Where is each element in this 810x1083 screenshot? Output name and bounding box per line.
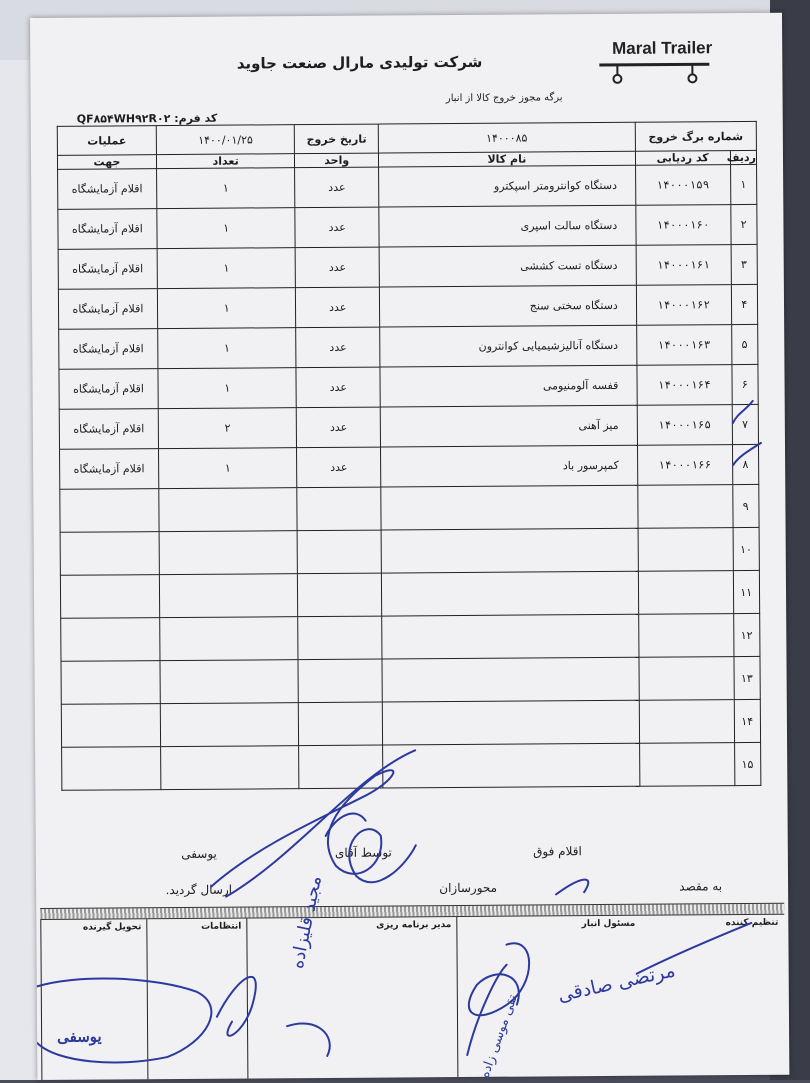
item-unit: عدد: [297, 447, 381, 488]
empty-cell: [299, 702, 383, 746]
form-subtitle: برگه مجوز خروج کالا از انبار: [446, 92, 563, 104]
col-code: کد ردیابی: [635, 151, 730, 166]
item-quantity: ۲: [158, 408, 297, 449]
tracking-code: ۱۴۰۰۰۱۶۳: [636, 325, 731, 366]
empty-cell: [60, 489, 159, 533]
empty-cell: [160, 703, 299, 747]
item-unit: عدد: [296, 367, 380, 408]
item-name: دستگاه آنالیزشیمیایی کوانترون: [380, 325, 637, 367]
empty-cell: [159, 574, 298, 618]
logo-text: Maral Trailer: [612, 38, 712, 59]
empty-cell: [61, 618, 160, 662]
tracking-code: ۱۴۰۰۰۱۶۱: [636, 245, 731, 286]
row-number: ۴: [731, 284, 758, 324]
person-name: یوسفی: [181, 847, 217, 861]
item-unit: عدد: [297, 407, 381, 448]
table-row: [59, 364, 758, 409]
empty-cell: [638, 485, 733, 529]
sig-receiver-box: [40, 919, 148, 1080]
tracking-code: ۱۴۰۰۰۱۶۰: [636, 205, 731, 246]
empty-cell: [638, 614, 733, 658]
sig-prepared-box: [640, 915, 785, 1076]
empty-cell: [638, 571, 733, 615]
item-destination: اقلام آزمایشگاه: [58, 169, 157, 210]
col-name: نام کالا: [378, 151, 635, 167]
item-unit: عدد: [296, 327, 380, 368]
empty-cell: [381, 485, 638, 530]
sig-receiver-label: تحویل گیرنده: [83, 922, 142, 932]
empty-cell: [298, 659, 382, 703]
tracking-code: ۱۴۰۰۰۱۶۵: [637, 405, 732, 446]
item-name: دستگاه سالت اسپری: [379, 205, 636, 247]
tracking-code: ۱۴۰۰۰۱۶۲: [636, 285, 731, 326]
empty-cell: [297, 487, 381, 531]
item-name: میز آهنی: [380, 405, 637, 447]
handwritten-planning: مجید قلیزاده: [287, 874, 327, 971]
empty-cell: [298, 530, 382, 574]
empty-table-row: [60, 527, 759, 575]
item-name: دستگاه کوانترومتر اسپکترو: [379, 165, 636, 207]
empty-cell: [298, 573, 382, 617]
item-quantity: ۱: [157, 248, 296, 289]
empty-cell: [298, 616, 382, 660]
empty-cell: [381, 571, 638, 616]
empty-cell: [639, 657, 734, 701]
row-number: ۱۴: [734, 699, 761, 742]
item-destination: اقلام آزمایشگاه: [60, 449, 159, 490]
item-name: کمپرسور باد: [381, 445, 638, 487]
empty-table-row: [61, 699, 760, 747]
destination-name: محورسازان: [439, 881, 497, 895]
empty-cell: [382, 614, 639, 659]
transfer-statement: [62, 831, 762, 908]
item-destination: اقلام آزمایشگاه: [59, 409, 158, 450]
empty-cell: [638, 528, 733, 572]
item-quantity: ۱: [156, 168, 295, 209]
item-quantity: ۱: [158, 328, 297, 369]
empty-cell: [160, 617, 299, 661]
to-destination-label: به مقصد: [679, 879, 722, 893]
item-unit: عدد: [296, 247, 380, 288]
col-unit: واحد: [295, 153, 379, 168]
empty-cell: [159, 531, 298, 575]
row-number: ۱: [730, 164, 757, 204]
trailer-logo-icon: [597, 60, 712, 87]
empty-cell: [60, 532, 159, 576]
empty-table-row: [60, 484, 759, 532]
item-destination: اقلام آزمایشگاه: [58, 249, 157, 290]
exit-date: ۱۴۰۰/۰۱/۲۵: [156, 125, 295, 155]
item-quantity: ۱: [157, 208, 296, 249]
table-row: [59, 324, 758, 369]
empty-cell: [61, 661, 160, 705]
item-name: قفسه آلومنیومی: [380, 365, 637, 407]
sig-warehouse-label: مسئول انبار: [582, 919, 636, 929]
sent-label: ارسال گردید.: [166, 883, 233, 897]
empty-cell: [381, 528, 638, 573]
sig-security-label: انتظامات: [201, 922, 241, 932]
row-number: ۹: [732, 484, 759, 527]
exit-permit-sheet: [30, 13, 789, 1080]
sig-planning-label: مدیر برنامه ریزی: [376, 920, 451, 931]
row-number: ۸: [732, 444, 759, 484]
empty-cell: [62, 747, 161, 791]
handwritten-prepared: مرتضی صادقی: [556, 959, 678, 1006]
row-number: ۱۵: [734, 742, 761, 785]
items-table: [57, 121, 762, 791]
row-number: ۵: [731, 324, 758, 364]
col-qty: تعداد: [156, 154, 295, 169]
row-number: ۱۱: [733, 570, 760, 613]
empty-table-row: [60, 570, 759, 618]
col-row: ردیف: [730, 150, 757, 164]
empty-cell: [299, 745, 383, 789]
item-rows: [58, 164, 759, 489]
item-unit: عدد: [295, 207, 379, 248]
empty-cell: [159, 488, 298, 532]
sig-planning-box: [246, 917, 458, 1078]
empty-table-row: [61, 613, 760, 661]
form-code: کد فرم: QF۸۵۴WH۹۲R۰۲: [77, 112, 218, 126]
item-unit: عدد: [295, 167, 379, 208]
handwritten-warehouse: تقی موسی زاده: [477, 993, 520, 1080]
table-row: [58, 204, 757, 249]
row-number: ۶: [731, 364, 758, 404]
tracking-code: ۱۴۰۰۰۱۶۴: [637, 365, 732, 406]
operations-label: عملیات: [57, 126, 156, 156]
row-number: ۷: [732, 404, 759, 444]
table-row: [60, 444, 759, 489]
item-destination: اقلام آزمایشگاه: [59, 369, 158, 410]
empty-cell: [60, 575, 159, 619]
sig-security-box: [146, 919, 248, 1080]
items-above-label: اقلام فوق: [533, 844, 582, 858]
item-unit: عدد: [296, 287, 380, 328]
table-row: [58, 284, 757, 329]
item-name: دستگاه سختی سنج: [379, 285, 636, 327]
empty-cell: [639, 700, 734, 744]
tracking-code: ۱۴۰۰۰۱۵۹: [635, 165, 730, 206]
table-row: [59, 404, 758, 449]
sig-prepared-label: تنظیم کننده: [726, 918, 779, 928]
row-number: ۱۲: [733, 613, 760, 656]
col-dest: جهت: [57, 155, 156, 170]
exit-number: ۱۴۰۰۰۸۵: [378, 122, 635, 153]
item-destination: اقلام آزمایشگاه: [58, 289, 157, 330]
empty-cell: [639, 743, 734, 787]
empty-cell: [382, 657, 639, 702]
empty-cell: [383, 743, 640, 788]
item-name: دستگاه تست کششی: [379, 245, 636, 287]
exit-number-label: شماره برگ خروج: [635, 121, 756, 151]
company-name: شرکت تولیدی مارال صنعت جاوید: [237, 53, 483, 73]
row-number: ۲: [730, 204, 757, 244]
row-number: ۱۰: [733, 527, 760, 570]
empty-table-row: [61, 656, 760, 704]
row-number: ۳: [731, 244, 758, 284]
item-quantity: ۱: [157, 288, 296, 329]
table-row: [58, 244, 757, 289]
item-quantity: ۱: [158, 368, 297, 409]
empty-cell: [61, 704, 160, 748]
tracking-code: ۱۴۰۰۰۱۶۶: [637, 445, 732, 486]
empty-table-row: [62, 742, 761, 790]
handwritten-receiver: یوسفی: [57, 1028, 102, 1046]
by-mr-label: توسط آقای: [335, 845, 392, 859]
empty-cell: [160, 746, 299, 790]
item-destination: اقلام آزمایشگاه: [58, 209, 157, 250]
empty-rows: [60, 484, 761, 790]
exit-date-label: تاریخ خروج: [295, 124, 379, 154]
table-row: [58, 164, 757, 209]
item-quantity: ۱: [158, 448, 297, 489]
empty-cell: [382, 700, 639, 745]
empty-cell: [160, 660, 299, 704]
item-destination: اقلام آزمایشگاه: [59, 329, 158, 370]
row-number: ۱۳: [733, 656, 760, 699]
